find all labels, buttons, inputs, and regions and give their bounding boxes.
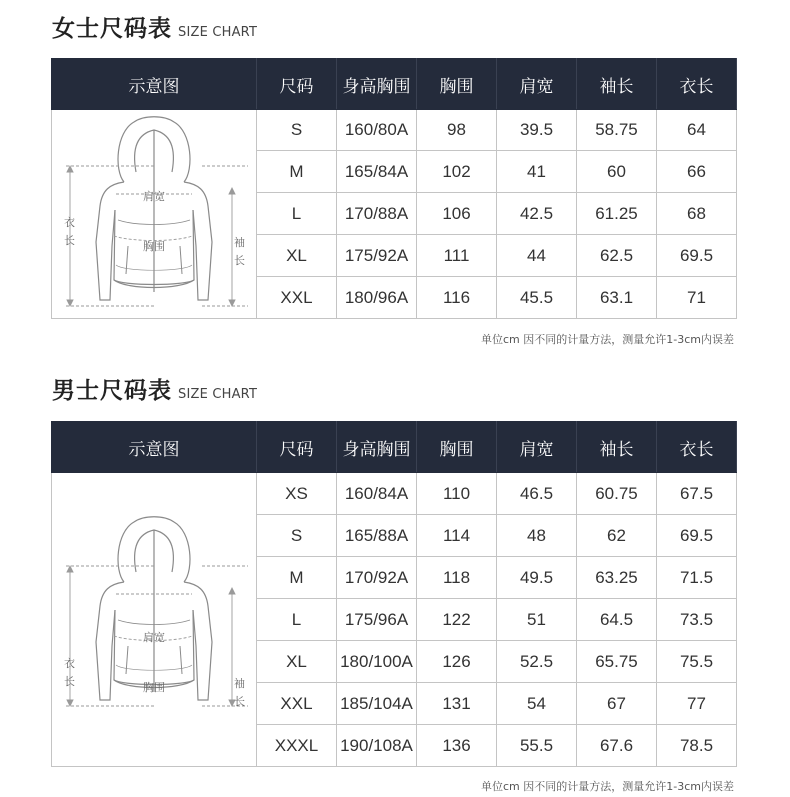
- length-label-2: 长: [64, 676, 75, 688]
- length-label-1: 衣: [64, 658, 75, 670]
- jacket-diagram-cell: [52, 110, 257, 319]
- cell-sleeve: 61.25: [577, 193, 657, 235]
- cell-length: 66: [657, 151, 737, 193]
- cell-sleeve: 67: [577, 683, 657, 725]
- cell-size: L: [257, 599, 337, 641]
- cell-shoulder: 42.5: [497, 193, 577, 235]
- cell-sleeve: 64.5: [577, 599, 657, 641]
- cell-sleeve: 60: [577, 151, 657, 193]
- women-header-row: [52, 59, 737, 110]
- cell-sleeve: 62.5: [577, 235, 657, 277]
- cell-chest: 114: [417, 515, 497, 557]
- women-measurement-note: 单位cm 因不同的计量方法，测量允许1-3cm内误差: [481, 333, 734, 346]
- cell-size: S: [257, 515, 337, 557]
- header-shoulder: 肩宽: [497, 59, 577, 110]
- sleeve-label-2: 长: [234, 696, 245, 708]
- header-length: 衣长: [657, 422, 737, 473]
- length-label-2: 长: [64, 235, 75, 247]
- cell-length: 78.5: [657, 725, 737, 767]
- header-length: 衣长: [657, 59, 737, 110]
- cell-height-chest: 165/88A: [337, 515, 417, 557]
- men-table-body: [52, 473, 737, 767]
- women-title-cn: 女士尺码表: [52, 16, 172, 42]
- jacket-diagram-cell: [52, 473, 257, 767]
- cell-length: 71: [657, 277, 737, 319]
- sleeve-label-1: 袖: [234, 237, 245, 249]
- cell-length: 73.5: [657, 599, 737, 641]
- cell-sleeve: 67.6: [577, 725, 657, 767]
- men-size-table: [51, 421, 737, 767]
- cell-chest: 110: [417, 473, 497, 515]
- header-diagram: 示意图: [52, 422, 257, 473]
- cell-length: 68: [657, 193, 737, 235]
- cell-chest: 136: [417, 725, 497, 767]
- cell-chest: 106: [417, 193, 497, 235]
- header-shoulder: 肩宽: [497, 422, 577, 473]
- cell-shoulder: 41: [497, 151, 577, 193]
- cell-chest: 98: [417, 110, 497, 151]
- cell-length: 75.5: [657, 641, 737, 683]
- header-height-chest: 身高胸围: [337, 59, 417, 110]
- header-sleeve: 袖长: [577, 422, 657, 473]
- cell-size: M: [257, 557, 337, 599]
- chest-label: 胸围: [143, 682, 165, 694]
- jacket-outline-icon: [52, 110, 256, 318]
- chest-label: 胸围: [143, 241, 165, 253]
- cell-shoulder: 45.5: [497, 277, 577, 319]
- cell-height-chest: 160/84A: [337, 473, 417, 515]
- cell-chest: 126: [417, 641, 497, 683]
- women-table-body: [52, 110, 737, 319]
- cell-sleeve: 62: [577, 515, 657, 557]
- cell-size: XS: [257, 473, 337, 515]
- cell-shoulder: 44: [497, 235, 577, 277]
- men-header-row: [52, 422, 737, 473]
- cell-size: XXL: [257, 683, 337, 725]
- women-size-chart-title: [52, 10, 257, 43]
- men-measurement-note: 单位cm 因不同的计量方法，测量允许1-3cm内误差: [481, 780, 734, 793]
- header-height-chest: 身高胸围: [337, 422, 417, 473]
- cell-size: S: [257, 110, 337, 151]
- header-chest: 胸围: [417, 59, 497, 110]
- cell-height-chest: 170/88A: [337, 193, 417, 235]
- cell-size: L: [257, 193, 337, 235]
- cell-shoulder: 46.5: [497, 473, 577, 515]
- men-size-chart-title: [52, 372, 257, 405]
- women-title-en: SIZE CHART: [178, 25, 258, 40]
- cell-height-chest: 180/100A: [337, 641, 417, 683]
- cell-height-chest: 190/108A: [337, 725, 417, 767]
- header-size: 尺码: [257, 422, 337, 473]
- cell-size: XL: [257, 641, 337, 683]
- cell-length: 64: [657, 110, 737, 151]
- cell-size: XXL: [257, 277, 337, 319]
- cell-length: 69.5: [657, 515, 737, 557]
- sleeve-label-2: 长: [234, 255, 245, 267]
- length-label-1: 衣: [64, 217, 75, 229]
- cell-shoulder: 52.5: [497, 641, 577, 683]
- cell-shoulder: 49.5: [497, 557, 577, 599]
- shoulder-label: 肩宽: [143, 191, 165, 203]
- cell-chest: 102: [417, 151, 497, 193]
- cell-chest: 111: [417, 235, 497, 277]
- cell-chest: 131: [417, 683, 497, 725]
- cell-sleeve: 63.25: [577, 557, 657, 599]
- cell-shoulder: 54: [497, 683, 577, 725]
- cell-shoulder: 51: [497, 599, 577, 641]
- cell-chest: 118: [417, 557, 497, 599]
- cell-length: 69.5: [657, 235, 737, 277]
- cell-sleeve: 65.75: [577, 641, 657, 683]
- cell-shoulder: 39.5: [497, 110, 577, 151]
- jacket-outline-icon: [52, 474, 256, 766]
- cell-sleeve: 63.1: [577, 277, 657, 319]
- cell-height-chest: 170/92A: [337, 557, 417, 599]
- table-row: [52, 473, 737, 515]
- cell-size: M: [257, 151, 337, 193]
- cell-sleeve: 58.75: [577, 110, 657, 151]
- cell-height-chest: 175/96A: [337, 599, 417, 641]
- cell-height-chest: 180/96A: [337, 277, 417, 319]
- header-sleeve: 袖长: [577, 59, 657, 110]
- cell-height-chest: 185/104A: [337, 683, 417, 725]
- cell-chest: 116: [417, 277, 497, 319]
- cell-shoulder: 48: [497, 515, 577, 557]
- cell-chest: 122: [417, 599, 497, 641]
- header-size: 尺码: [257, 59, 337, 110]
- cell-height-chest: 175/92A: [337, 235, 417, 277]
- cell-length: 77: [657, 683, 737, 725]
- cell-size: XXXL: [257, 725, 337, 767]
- cell-length: 67.5: [657, 473, 737, 515]
- table-row: [52, 110, 737, 151]
- header-chest: 胸围: [417, 422, 497, 473]
- cell-length: 71.5: [657, 557, 737, 599]
- cell-sleeve: 60.75: [577, 473, 657, 515]
- cell-shoulder: 55.5: [497, 725, 577, 767]
- men-title-en: SIZE CHART: [178, 387, 258, 402]
- header-diagram: 示意图: [52, 59, 257, 110]
- cell-height-chest: 165/84A: [337, 151, 417, 193]
- shoulder-label: 肩宽: [143, 632, 165, 644]
- sleeve-label-1: 袖: [234, 678, 245, 690]
- cell-size: XL: [257, 235, 337, 277]
- cell-height-chest: 160/80A: [337, 110, 417, 151]
- women-size-table: [51, 58, 737, 319]
- men-title-cn: 男士尺码表: [52, 378, 172, 404]
